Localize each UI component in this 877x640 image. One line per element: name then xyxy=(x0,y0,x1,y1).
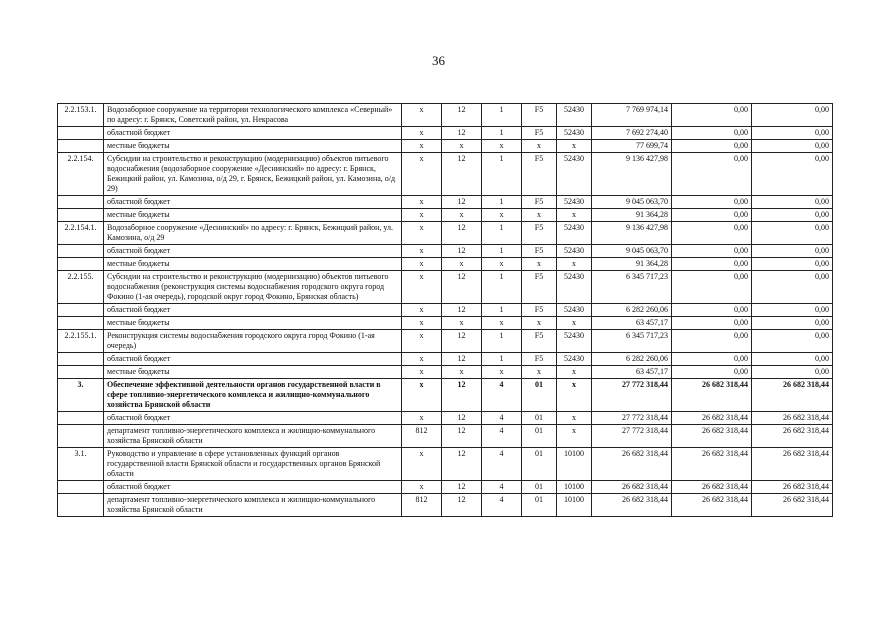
section-cell: 12 xyxy=(442,271,482,304)
admin-code-cell: х xyxy=(402,412,442,425)
target-item-cell: х xyxy=(557,209,592,222)
target-item-cell: 52430 xyxy=(557,127,592,140)
subsection-cell: х xyxy=(482,317,522,330)
section-cell: 12 xyxy=(442,379,482,412)
table-row xyxy=(58,140,833,153)
program-cell: х xyxy=(522,317,557,330)
section-cell: 12 xyxy=(442,245,482,258)
amount-year2-cell: 0,00 xyxy=(672,196,752,209)
target-item-cell: 52430 xyxy=(557,271,592,304)
subsection-cell: 4 xyxy=(482,481,522,494)
row-code xyxy=(58,494,104,517)
section-cell: х xyxy=(442,317,482,330)
subsection-cell: 1 xyxy=(482,104,522,127)
row-description: местные бюджеты xyxy=(104,366,402,379)
amount-year1-cell: 9 045 063,70 xyxy=(592,245,672,258)
amount-year2-cell: 0,00 xyxy=(672,353,752,366)
amount-year1-cell: 26 682 318,44 xyxy=(592,448,672,481)
row-description: областной бюджет xyxy=(104,481,402,494)
target-item-cell: 52430 xyxy=(557,104,592,127)
amount-year3-cell: 26 682 318,44 xyxy=(752,481,833,494)
row-description: областной бюджет xyxy=(104,127,402,140)
row-code xyxy=(58,258,104,271)
table-row xyxy=(58,153,833,196)
table-row xyxy=(58,317,833,330)
row-code: 2.2.153.1. xyxy=(58,104,104,127)
table-row xyxy=(58,222,833,245)
row-description: местные бюджеты xyxy=(104,209,402,222)
amount-year2-cell: 0,00 xyxy=(672,245,752,258)
row-description: областной бюджет xyxy=(104,304,402,317)
amount-year3-cell: 26 682 318,44 xyxy=(752,425,833,448)
program-cell: F5 xyxy=(522,104,557,127)
amount-year2-cell: 0,00 xyxy=(672,258,752,271)
subsection-cell: 1 xyxy=(482,222,522,245)
program-cell: F5 xyxy=(522,353,557,366)
amount-year3-cell: 26 682 318,44 xyxy=(752,379,833,412)
amount-year1-cell: 6 345 717,23 xyxy=(592,330,672,353)
subsection-cell: 1 xyxy=(482,330,522,353)
row-description: Обеспечение эффективной деятельности органов государственной власти в сфере топливно-энергетического комплекса и жилищно-коммунального хозяйства Брянской области xyxy=(104,379,402,412)
amount-year1-cell: 27 772 318,44 xyxy=(592,412,672,425)
amount-year1-cell: 6 282 260,06 xyxy=(592,304,672,317)
section-cell: х xyxy=(442,258,482,271)
table-row xyxy=(58,494,833,517)
target-item-cell: 52430 xyxy=(557,222,592,245)
amount-year2-cell: 26 682 318,44 xyxy=(672,448,752,481)
program-cell: 01 xyxy=(522,425,557,448)
amount-year1-cell: 6 282 260,06 xyxy=(592,353,672,366)
amount-year2-cell: 0,00 xyxy=(672,153,752,196)
amount-year1-cell: 6 345 717,23 xyxy=(592,271,672,304)
target-item-cell: 10100 xyxy=(557,481,592,494)
section-cell: 12 xyxy=(442,353,482,366)
table-row xyxy=(58,258,833,271)
admin-code-cell: х xyxy=(402,104,442,127)
row-code: 3.1. xyxy=(58,448,104,481)
amount-year1-cell: 91 364,28 xyxy=(592,209,672,222)
amount-year3-cell: 0,00 xyxy=(752,353,833,366)
amount-year3-cell: 0,00 xyxy=(752,140,833,153)
target-item-cell: 52430 xyxy=(557,353,592,366)
table-row xyxy=(58,481,833,494)
section-cell: х xyxy=(442,140,482,153)
row-code xyxy=(58,481,104,494)
program-cell: F5 xyxy=(522,153,557,196)
row-code xyxy=(58,425,104,448)
table-row xyxy=(58,271,833,304)
admin-code-cell: х xyxy=(402,258,442,271)
amount-year3-cell: 0,00 xyxy=(752,317,833,330)
amount-year2-cell: 0,00 xyxy=(672,304,752,317)
table-body xyxy=(58,104,833,517)
table-row xyxy=(58,127,833,140)
subsection-cell: 4 xyxy=(482,448,522,481)
target-item-cell: 52430 xyxy=(557,330,592,353)
amount-year1-cell: 7 692 274,40 xyxy=(592,127,672,140)
admin-code-cell: 812 xyxy=(402,425,442,448)
table-row xyxy=(58,353,833,366)
amount-year2-cell: 0,00 xyxy=(672,209,752,222)
subsection-cell: х xyxy=(482,366,522,379)
row-code xyxy=(58,412,104,425)
target-item-cell: х xyxy=(557,425,592,448)
program-cell: F5 xyxy=(522,127,557,140)
section-cell: 12 xyxy=(442,153,482,196)
amount-year3-cell: 0,00 xyxy=(752,258,833,271)
section-cell: 12 xyxy=(442,425,482,448)
subsection-cell: 4 xyxy=(482,379,522,412)
subsection-cell: 1 xyxy=(482,153,522,196)
section-cell: х xyxy=(442,366,482,379)
admin-code-cell: х xyxy=(402,448,442,481)
admin-code-cell: х xyxy=(402,304,442,317)
row-code xyxy=(58,366,104,379)
row-code: 2.2.155.1. xyxy=(58,330,104,353)
target-item-cell: х xyxy=(557,412,592,425)
budget-table xyxy=(57,103,833,517)
amount-year2-cell: 0,00 xyxy=(672,330,752,353)
section-cell: 12 xyxy=(442,104,482,127)
amount-year3-cell: 0,00 xyxy=(752,245,833,258)
page-number: 36 xyxy=(432,53,445,68)
subsection-cell: х xyxy=(482,258,522,271)
target-item-cell: 10100 xyxy=(557,448,592,481)
program-cell: F5 xyxy=(522,222,557,245)
program-cell: 01 xyxy=(522,412,557,425)
admin-code-cell: х xyxy=(402,209,442,222)
row-code: 3. xyxy=(58,379,104,412)
row-code xyxy=(58,196,104,209)
amount-year1-cell: 27 772 318,44 xyxy=(592,379,672,412)
row-description: местные бюджеты xyxy=(104,317,402,330)
target-item-cell: 10100 xyxy=(557,494,592,517)
amount-year2-cell: 0,00 xyxy=(672,127,752,140)
admin-code-cell: х xyxy=(402,153,442,196)
section-cell: 12 xyxy=(442,304,482,317)
program-cell: 01 xyxy=(522,448,557,481)
amount-year3-cell: 0,00 xyxy=(752,153,833,196)
section-cell: 12 xyxy=(442,481,482,494)
amount-year3-cell: 26 682 318,44 xyxy=(752,494,833,517)
table-row xyxy=(58,379,833,412)
row-description: Субсидии на строительство и реконструкцию (модернизацию) объектов питьевого водоснабжения (реконструкция системы водоснабжения городского округа город Фокино (1-ая очередь), городской округ город Фокино, Брянская область) xyxy=(104,271,402,304)
section-cell: 12 xyxy=(442,448,482,481)
subsection-cell: х xyxy=(482,209,522,222)
amount-year2-cell: 26 682 318,44 xyxy=(672,379,752,412)
amount-year1-cell: 26 682 318,44 xyxy=(592,481,672,494)
program-cell: х xyxy=(522,366,557,379)
target-item-cell: х xyxy=(557,140,592,153)
amount-year2-cell: 26 682 318,44 xyxy=(672,481,752,494)
row-description: Руководство и управление в сфере установленных функций органов государственной власти Брянской области и государственных органов Брянской области xyxy=(104,448,402,481)
admin-code-cell: х xyxy=(402,196,442,209)
admin-code-cell: х xyxy=(402,245,442,258)
subsection-cell: 4 xyxy=(482,425,522,448)
amount-year3-cell: 26 682 318,44 xyxy=(752,448,833,481)
row-code xyxy=(58,245,104,258)
admin-code-cell: х xyxy=(402,271,442,304)
amount-year1-cell: 63 457,17 xyxy=(592,317,672,330)
table-row xyxy=(58,304,833,317)
target-item-cell: х xyxy=(557,258,592,271)
subsection-cell: 1 xyxy=(482,271,522,304)
amount-year1-cell: 9 136 427,98 xyxy=(592,153,672,196)
amount-year3-cell: 0,00 xyxy=(752,304,833,317)
amount-year2-cell: 0,00 xyxy=(672,366,752,379)
program-cell: F5 xyxy=(522,330,557,353)
table-row xyxy=(58,104,833,127)
program-cell: F5 xyxy=(522,245,557,258)
subsection-cell: 4 xyxy=(482,494,522,517)
row-code xyxy=(58,317,104,330)
amount-year3-cell: 26 682 318,44 xyxy=(752,412,833,425)
amount-year3-cell: 0,00 xyxy=(752,271,833,304)
admin-code-cell: х xyxy=(402,481,442,494)
target-item-cell: х xyxy=(557,317,592,330)
row-description: областной бюджет xyxy=(104,245,402,258)
table-row xyxy=(58,448,833,481)
amount-year1-cell: 91 364,28 xyxy=(592,258,672,271)
amount-year2-cell: 26 682 318,44 xyxy=(672,412,752,425)
row-code xyxy=(58,209,104,222)
row-description: местные бюджеты xyxy=(104,140,402,153)
admin-code-cell: 812 xyxy=(402,494,442,517)
amount-year1-cell: 9 136 427,98 xyxy=(592,222,672,245)
section-cell: 12 xyxy=(442,127,482,140)
row-code xyxy=(58,304,104,317)
amount-year3-cell: 0,00 xyxy=(752,104,833,127)
row-description: департамент топливно-энергетического комплекса и жилищно-коммунального хозяйства Брянской области xyxy=(104,425,402,448)
program-cell: х xyxy=(522,140,557,153)
program-cell: 01 xyxy=(522,481,557,494)
row-description: местные бюджеты xyxy=(104,258,402,271)
row-description: Субсидии на строительство и реконструкцию (модернизацию) объектов питьевого водоснабжения (водозаборное сооружение «Деснинский» по адресу: г. Брянск, Бежицкий район, ул. Камозина, о/д 29, г. Брянск, Бежицкий район, ул. Камозина, о/д 29) xyxy=(104,153,402,196)
row-description: департамент топливно-энергетического комплекса и жилищно-коммунального хозяйства Брянской области xyxy=(104,494,402,517)
subsection-cell: 1 xyxy=(482,127,522,140)
amount-year2-cell: 0,00 xyxy=(672,222,752,245)
program-cell: F5 xyxy=(522,271,557,304)
amount-year1-cell: 7 769 974,14 xyxy=(592,104,672,127)
amount-year1-cell: 77 699,74 xyxy=(592,140,672,153)
amount-year2-cell: 0,00 xyxy=(672,271,752,304)
row-code xyxy=(58,353,104,366)
row-description: областной бюджет xyxy=(104,412,402,425)
amount-year2-cell: 0,00 xyxy=(672,104,752,127)
admin-code-cell: х xyxy=(402,317,442,330)
amount-year3-cell: 0,00 xyxy=(752,366,833,379)
target-item-cell: 52430 xyxy=(557,304,592,317)
row-description: областной бюджет xyxy=(104,353,402,366)
target-item-cell: х xyxy=(557,366,592,379)
row-code: 2.2.154.1. xyxy=(58,222,104,245)
target-item-cell: 52430 xyxy=(557,245,592,258)
table-row xyxy=(58,209,833,222)
admin-code-cell: х xyxy=(402,330,442,353)
amount-year2-cell: 0,00 xyxy=(672,317,752,330)
table-row xyxy=(58,412,833,425)
amount-year1-cell: 27 772 318,44 xyxy=(592,425,672,448)
admin-code-cell: х xyxy=(402,222,442,245)
row-code xyxy=(58,140,104,153)
admin-code-cell: х xyxy=(402,127,442,140)
row-description: областной бюджет xyxy=(104,196,402,209)
row-code xyxy=(58,127,104,140)
subsection-cell: 1 xyxy=(482,353,522,366)
table-row xyxy=(58,196,833,209)
subsection-cell: х xyxy=(482,140,522,153)
section-cell: 12 xyxy=(442,412,482,425)
program-cell: F5 xyxy=(522,196,557,209)
amount-year1-cell: 63 457,17 xyxy=(592,366,672,379)
row-description: Водозаборное сооружение «Деснинский» по адресу: г. Брянск, Бежицкий район, ул. Камозина, о/д 29 xyxy=(104,222,402,245)
subsection-cell: 1 xyxy=(482,304,522,317)
program-cell: 01 xyxy=(522,379,557,412)
amount-year1-cell: 26 682 318,44 xyxy=(592,494,672,517)
section-cell: 12 xyxy=(442,494,482,517)
admin-code-cell: х xyxy=(402,140,442,153)
table-row xyxy=(58,425,833,448)
row-description: Реконструкция системы водоснабжения городского округа город Фокино (1-ая очередь) xyxy=(104,330,402,353)
row-code: 2.2.155. xyxy=(58,271,104,304)
row-description: Водозаборное сооружение на территории технологического комплекса «Северный» по адресу: г. Брянск, Советский район, ул. Некрасова xyxy=(104,104,402,127)
section-cell: 12 xyxy=(442,330,482,353)
program-cell: F5 xyxy=(522,304,557,317)
target-item-cell: 52430 xyxy=(557,196,592,209)
section-cell: 12 xyxy=(442,222,482,245)
amount-year3-cell: 0,00 xyxy=(752,222,833,245)
amount-year3-cell: 0,00 xyxy=(752,127,833,140)
amount-year3-cell: 0,00 xyxy=(752,330,833,353)
amount-year3-cell: 0,00 xyxy=(752,196,833,209)
table-row xyxy=(58,366,833,379)
target-item-cell: х xyxy=(557,379,592,412)
subsection-cell: 4 xyxy=(482,412,522,425)
program-cell: 01 xyxy=(522,494,557,517)
table-row xyxy=(58,330,833,353)
amount-year2-cell: 0,00 xyxy=(672,140,752,153)
amount-year2-cell: 26 682 318,44 xyxy=(672,494,752,517)
row-code: 2.2.154. xyxy=(58,153,104,196)
amount-year3-cell: 0,00 xyxy=(752,209,833,222)
amount-year1-cell: 9 045 063,70 xyxy=(592,196,672,209)
admin-code-cell: х xyxy=(402,353,442,366)
amount-year2-cell: 26 682 318,44 xyxy=(672,425,752,448)
section-cell: х xyxy=(442,209,482,222)
admin-code-cell: х xyxy=(402,366,442,379)
table-row xyxy=(58,245,833,258)
subsection-cell: 1 xyxy=(482,196,522,209)
admin-code-cell: х xyxy=(402,379,442,412)
program-cell: х xyxy=(522,258,557,271)
subsection-cell: 1 xyxy=(482,245,522,258)
target-item-cell: 52430 xyxy=(557,153,592,196)
program-cell: х xyxy=(522,209,557,222)
section-cell: 12 xyxy=(442,196,482,209)
